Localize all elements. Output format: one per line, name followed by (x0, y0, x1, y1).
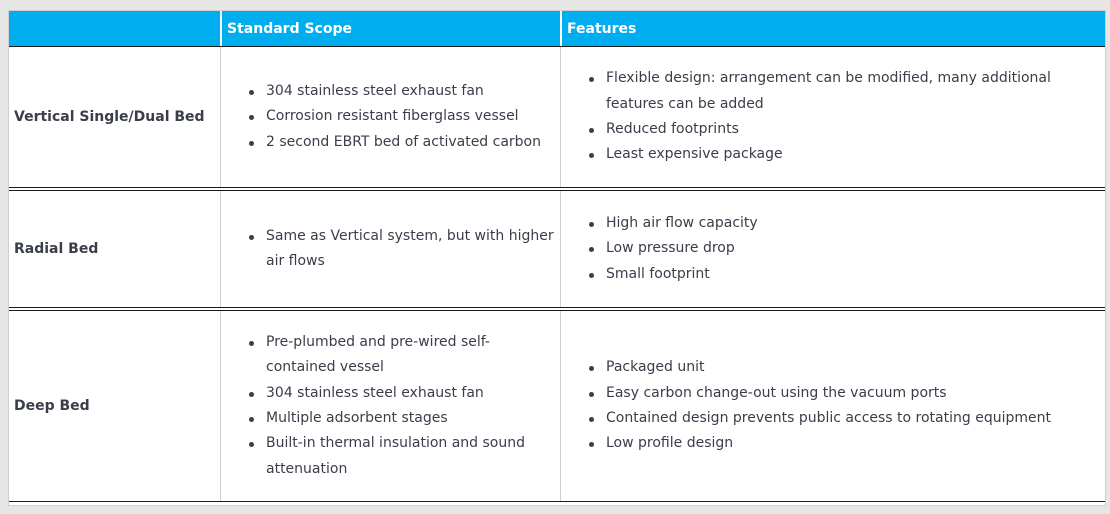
feature-item: Low profile design (587, 431, 1105, 456)
feature-item: High air flow capacity (587, 211, 1105, 236)
table-row (9, 47, 1105, 188)
table-header-row (9, 11, 1105, 47)
row-name: Vertical Single/Dual Bed (14, 109, 205, 125)
header-features (560, 11, 1105, 46)
scope-item: 304 stainless steel exhaust fan (247, 381, 560, 406)
scope-cell (220, 311, 560, 501)
features-list (561, 66, 1105, 167)
feature-item: Low pressure drop (587, 236, 1105, 261)
feature-item: Reduced footprints (587, 117, 1105, 142)
row-name: Deep Bed (14, 398, 90, 414)
table-row (9, 190, 1105, 308)
scope-item: Same as Vertical system, but with higher air flows (247, 224, 560, 275)
feature-item: Contained design prevents public access to rotating equipment (587, 406, 1105, 431)
scope-item: Pre-plumbed and pre-wired self-contained vessel (247, 330, 560, 381)
scope-item: Multiple adsorbent stages (247, 406, 560, 431)
features-cell (560, 47, 1105, 187)
scope-list (221, 224, 560, 275)
scope-item: 2 second EBRT bed of activated carbon (247, 130, 560, 155)
features-list (561, 211, 1105, 287)
feature-item: Least expensive package (587, 142, 1105, 167)
table-row (9, 310, 1105, 502)
features-cell (560, 311, 1105, 501)
row-name-cell (9, 311, 220, 501)
header-label-features: Features (567, 20, 637, 37)
scope-item: 304 stainless steel exhaust fan (247, 79, 560, 104)
scope-cell (220, 47, 560, 187)
scope-cell (220, 191, 560, 307)
header-standard-scope (220, 11, 560, 46)
row-name-cell (9, 191, 220, 307)
features-cell (560, 191, 1105, 307)
feature-item: Easy carbon change-out using the vacuum ports (587, 381, 1105, 406)
row-name: Radial Bed (14, 241, 99, 257)
feature-item: Packaged unit (587, 355, 1105, 380)
feature-item: Flexible design: arrangement can be modified, many additional features can be added (587, 66, 1105, 117)
scope-list (221, 330, 560, 482)
features-list (561, 355, 1105, 456)
header-empty-cell (9, 11, 220, 46)
feature-item: Small footprint (587, 262, 1105, 287)
scope-item: Corrosion resistant fiberglass vessel (247, 104, 560, 129)
scope-list (221, 79, 560, 155)
row-name-cell (9, 47, 220, 187)
product-comparison-table (8, 10, 1106, 506)
header-label-scope: Standard Scope (227, 20, 352, 37)
scope-item: Built-in thermal insulation and sound attenuation (247, 431, 560, 482)
